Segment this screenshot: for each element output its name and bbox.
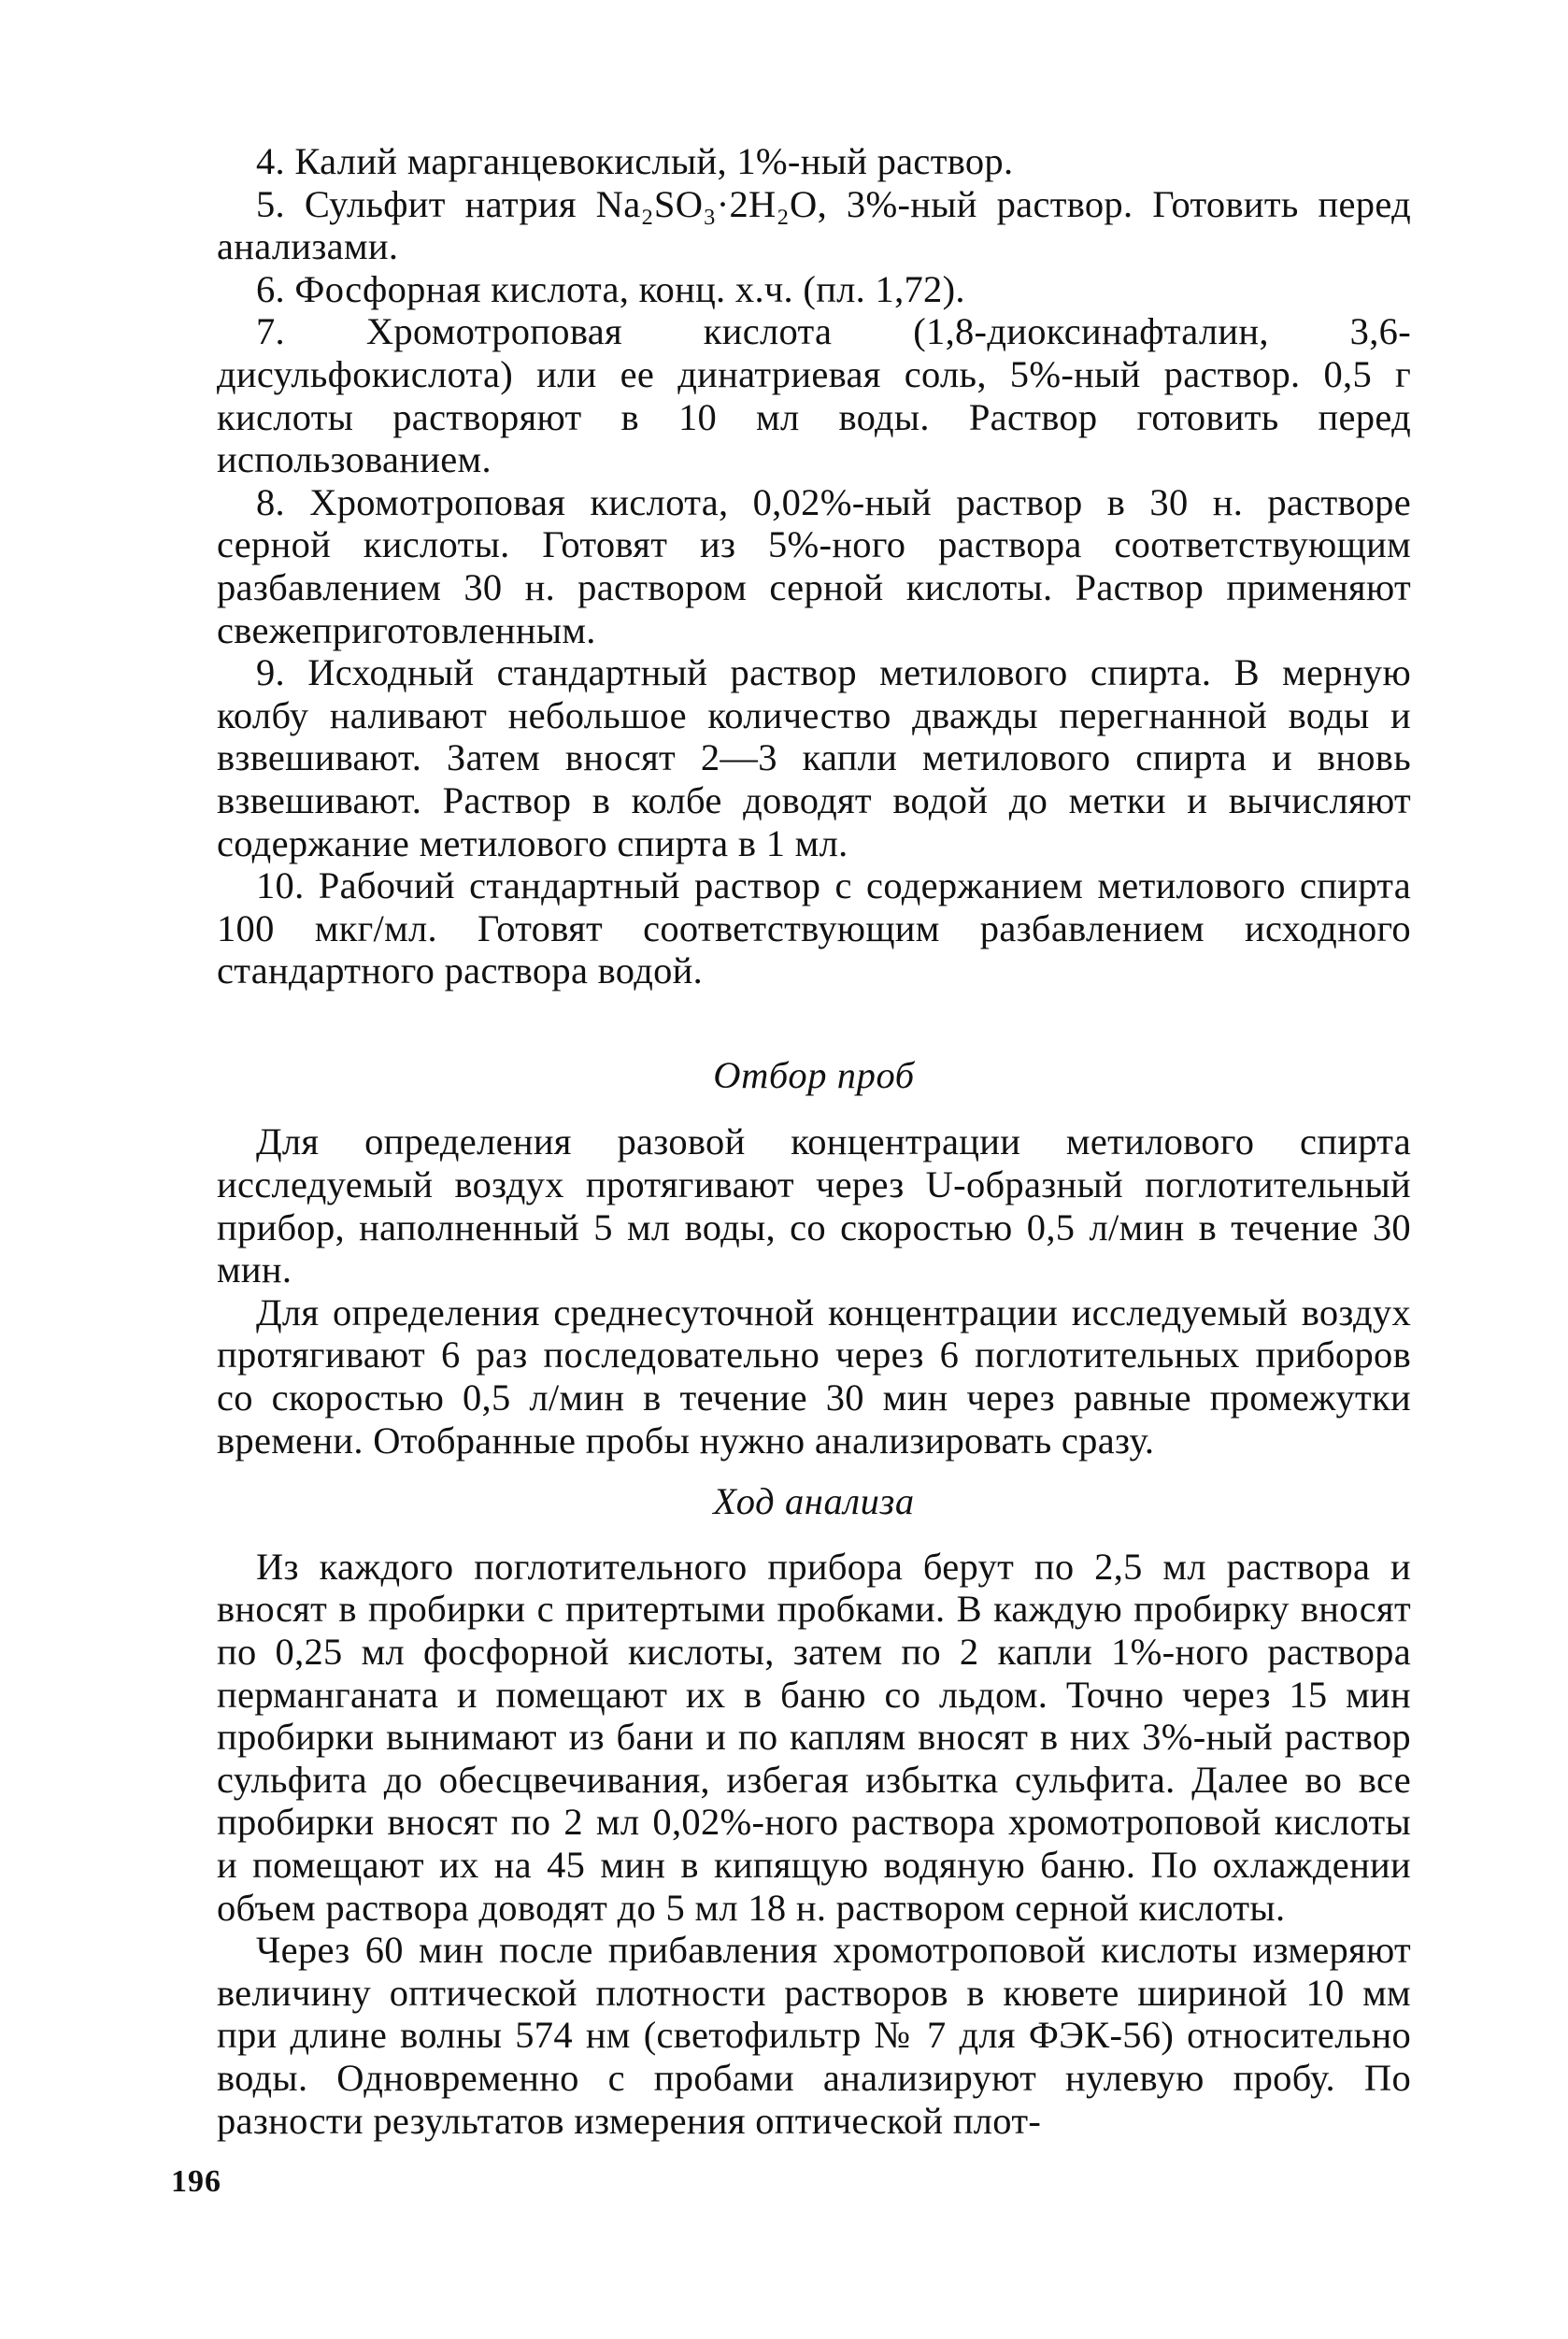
procedure-paragraph: Через 60 мин после прибавления хромотроповой кислоты измеряют величину оптической плотности растворов в кювете шириной 10 мм при длине волны 574 нм (светофильтр № 7 для ФЭК-56) относительно воды. Одновременно с пробами анализируют нулевую пробу. По разности результатов измерения оптической плот- bbox=[217, 1929, 1411, 2142]
sampling-paragraph: Для определения среднесуточной концентрации исследуемый воздух протягивают 6 раз последовательно через 6 поглотительных приборов со скоростью 0,5 л/мин в течение 30 мин через равные промежутки времени. Отобранные пробы нужно анализировать сразу. bbox=[217, 1291, 1411, 1462]
reagent-item-4: 4. Калий марганцевокислый, 1%-ный раствор. bbox=[256, 140, 1014, 182]
reagent-item-5: 5. Сульфит натрия Na₂SO₃·2H₂O, 3%-ный раствор. Готовить перед анализами. bbox=[217, 182, 1411, 268]
reagent-item-7: 7. Хромотроповая кислота (1,8-диоксинафталин, 3,6-дисульфокислота) или ее динатриевая соль, 5%-ный раствор. 0,5 г кислоты растворяют в 10 мл воды. Раствор готовить перед использованием. bbox=[217, 310, 1411, 481]
reagent-list bbox=[217, 140, 1411, 992]
sampling-section bbox=[217, 1120, 1411, 1462]
reagent-item-6: 6. Фосфорная кислота, конц. х.ч. (пл. 1,72). bbox=[256, 267, 965, 310]
reagent-item-10: 10. Рабочий стандартный раствор с содержанием метилового спирта 100 мкг/мл. Готовят соответствующим разбавлением исходного стандартного раствора водой. bbox=[217, 864, 1411, 992]
procedure-section bbox=[217, 1546, 1411, 2142]
page-number: 196 bbox=[171, 2164, 221, 2199]
reagent-item-8: 8. Хромотроповая кислота, 0,02%-ный раствор в 30 н. растворе серной кислоты. Готовят из 5%-ного раствора соответствующим разбавлением 30 н. раствором серной кислоты. Раствор применяют свежеприготовленным. bbox=[217, 480, 1411, 651]
page-body bbox=[217, 140, 1411, 2142]
procedure-paragraph: Из каждого поглотительного прибора берут по 2,5 мл раствора и вносят в пробирки с притертыми пробками. В каждую пробирку вносят по 0,25 мл фосфорной кислоты, затем по 2 капли 1%-ного раствора перманганата и помещают их в баню со льдом. Точно через 15 мин пробирки вынимают из бани и по каплям вносят в них 3%-ный раствор сульфита до обесцвечивания, избегая избытка сульфита. Далее во все пробирки вносят по 2 мл 0,02%-ного раствора хромотроповой кислоты и помещают их на 45 мин в кипящую водяную баню. По охлаждении объем раствора доводят до 5 мл 18 н. раствором серной кислоты. bbox=[217, 1545, 1411, 1929]
procedure-heading: Ход анализа bbox=[713, 1480, 915, 1523]
reagent-item-9: 9. Исходный стандартный раствор метилового спирта. В мерную колбу наливают небольшое количество дважды перегнанной воды и взвешивают. Затем вносят 2—3 капли метилового спирта и вновь взвешивают. Раствор в колбе доводят водой до метки и вычисляют содержание метилового спирта в 1 мл. bbox=[217, 651, 1411, 864]
sampling-heading: Отбор проб bbox=[713, 1053, 915, 1096]
sampling-paragraph: Для определения разовой концентрации метилового спирта исследуемый воздух протягивают через U-образный поглотительный прибор, наполненный 5 мл воды, со скоростью 0,5 л/мин в течение 30 мин. bbox=[217, 1120, 1411, 1291]
